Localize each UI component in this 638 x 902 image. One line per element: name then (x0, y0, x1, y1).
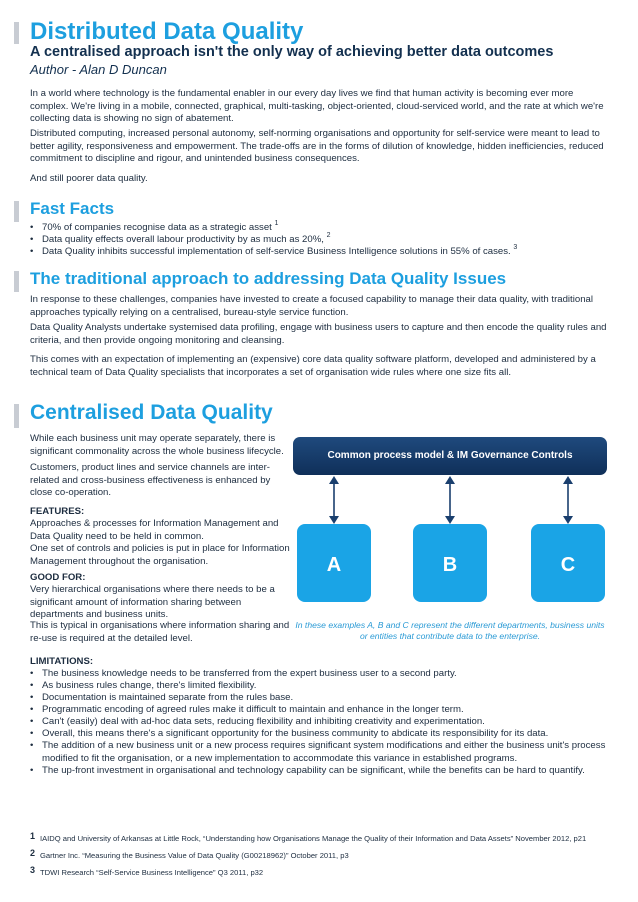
footnote-ref: 2 (326, 231, 331, 239)
fast-facts-bar (14, 201, 19, 222)
features-label: FEATURES: (30, 506, 85, 517)
fact-item: • 70% of companies recognise data as a strategic asset $^1$ (30, 219, 279, 233)
page-title: Distributed Data Quality (30, 18, 304, 45)
good-for-label: GOOD FOR: (30, 572, 86, 583)
fact-text: Data quality effects overall labour productivity by as much as 20%, (42, 234, 324, 245)
traditional-paragraph-1: In response to these challenges, companies have invested to create a focused capability to manage their data quality, with traditional approaches typically relying on a centralised, bureau-style service function. (30, 294, 593, 318)
footnote-ref: 1 (274, 219, 279, 227)
footnote-2 (30, 848, 610, 861)
intro-paragraph-2: Distributed computing, increased personal autonomy, self-norming organisations and opportunity for self-service were meant to lead to better agility, responsiveness and empowerment. The trade-offs are in the forms of dilution of knowledge, hidden inefficiencies, reduced commitment to discipline and rigour, and unintended business consequences. (30, 128, 604, 164)
footnote-text: TDWI Research “Self-Service Business Intelligence” Q3 2011, p32 (40, 868, 264, 877)
fact-item: • Data quality effects overall labour productivity by as much as 20%, $^2$ (30, 231, 331, 245)
governance-box: Common process model & IM Governance Controls (293, 437, 607, 475)
fact-item: • Data Quality inhibits successful implementation of self-service Business Intelligence solutions in 55% of cases. $^3$ (30, 243, 518, 257)
traditional-paragraph-2: Data Quality Analysts undertake systemised data profiling, engage with business users to capture and then encode the quality rules and criteria, and then provide ongoing monitoring and cleansing. (30, 322, 607, 346)
fact-text: Data Quality inhibits successful implementation of self-service Business Intelligence solutions in 55% of cases. (42, 246, 511, 257)
intro-paragraph-1: In a world where technology is the fundamental enabler in our every day lives we find that human activity is becoming ever more complex. We're living in a mobile, connected, graphical, multi-tasking, object-oriented, cloud-serviced world, and the rate at which we're collecting data is showing no sign of abatement. (30, 88, 604, 124)
limitation-item: • The up-front investment in organisational and technology capability can be significant, while the benefits can be hard to quantify. (30, 765, 585, 776)
diagram-caption: In these examples A, B and C represent the different departments, business units or entities that contribute data to the enterprise. (295, 620, 605, 641)
footnote-text: IAIDQ and University of Arkansas at Little Rock, “Understanding how Organisations Manage the Quality of their Information and Data Assets” November 2012, p21 (40, 834, 587, 843)
footnote-number: 2 (30, 848, 36, 858)
intro-paragraph-3: And still poorer data quality. (30, 173, 148, 184)
centralised-heading: Centralised Data Quality (30, 401, 273, 424)
page-subtitle: A centralised approach isn't the only way of achieving better data outcomes (30, 44, 554, 60)
footnote-number: 1 (30, 831, 36, 841)
limitation-item: • Overall, this means there's a significant opportunity for the business community to abdicate its responsibility for its data. (30, 728, 549, 739)
footnote-3 (30, 865, 610, 878)
good-for-text-2: This is typical in organisations where information sharing and re-use is required at the detailed level. (30, 620, 290, 644)
author-line: Author - Alan D Duncan (30, 62, 167, 77)
good-for-text-1: Very hierarchical organisations where there needs to be a significant amount of information sharing between departments and business units. (30, 584, 275, 620)
fact-text: 70% of companies recognise data as a strategic asset (42, 222, 272, 233)
title-bar (14, 22, 19, 44)
limitations-label: LIMITATIONS: (30, 656, 94, 667)
centralised-bar (14, 404, 19, 428)
department-box-c: C (531, 524, 605, 602)
department-box-b: B (413, 524, 487, 602)
department-box-a: A (297, 524, 371, 602)
limitation-item: • Programmatic encoding of agreed rules make it difficult to maintain and enhance in the longer term. (30, 704, 464, 715)
footnote-ref: 3 (513, 243, 518, 251)
limitation-item: • Documentation is maintained separate from the rules base. (30, 692, 294, 703)
footnote-number: 3 (30, 865, 36, 875)
arrow-a-icon (328, 476, 340, 524)
limitation-item: • The addition of a new business unit or a new process requires significant system modifications and either the business unit's process modified to fit the organisation, or a new implementation to accommodate this variance in established programs. (30, 740, 606, 764)
limitation-item: • The business knowledge needs to be transferred from the expert business user to a second party. (30, 668, 457, 679)
fast-facts-heading: Fast Facts (30, 199, 115, 218)
centralised-paragraph-2: Customers, product lines and service channels are inter-related and cross-business effectiveness is enhanced by close co-operation. (30, 462, 271, 498)
footnote-1 (30, 831, 610, 844)
traditional-heading: The traditional approach to addressing Data Quality Issues (30, 269, 507, 288)
traditional-paragraph-3: This comes with an expectation of implementing an (expensive) core data quality software platform, developed and administered by a technical team of Data Quality specialists that incorporates a set of organisation wide rules where one size fits all. (30, 354, 596, 378)
arrow-c-icon (562, 476, 574, 524)
limitation-item: • As business rules change, there's limited flexibility. (30, 680, 257, 691)
footnote-text: Gartner Inc. “Measuring the Business Value of Data Quality (G00218962)” October 2011, p3 (40, 851, 349, 860)
traditional-bar (14, 271, 19, 292)
arrow-b-icon (444, 476, 456, 524)
centralised-paragraph-1: While each business unit may operate separately, there is significant commonality across the whole business lifecycle. (30, 433, 284, 457)
features-text-2: One set of controls and policies is put in place for Information Management throughout the organisation. (30, 543, 290, 567)
limitation-item: • Can't (easily) deal with ad-hoc data sets, reducing flexibility and inhibiting creativity and experimentation. (30, 716, 485, 727)
features-text-1: Approaches & processes for Information Management and Data Quality need to be held in common. (30, 518, 279, 542)
